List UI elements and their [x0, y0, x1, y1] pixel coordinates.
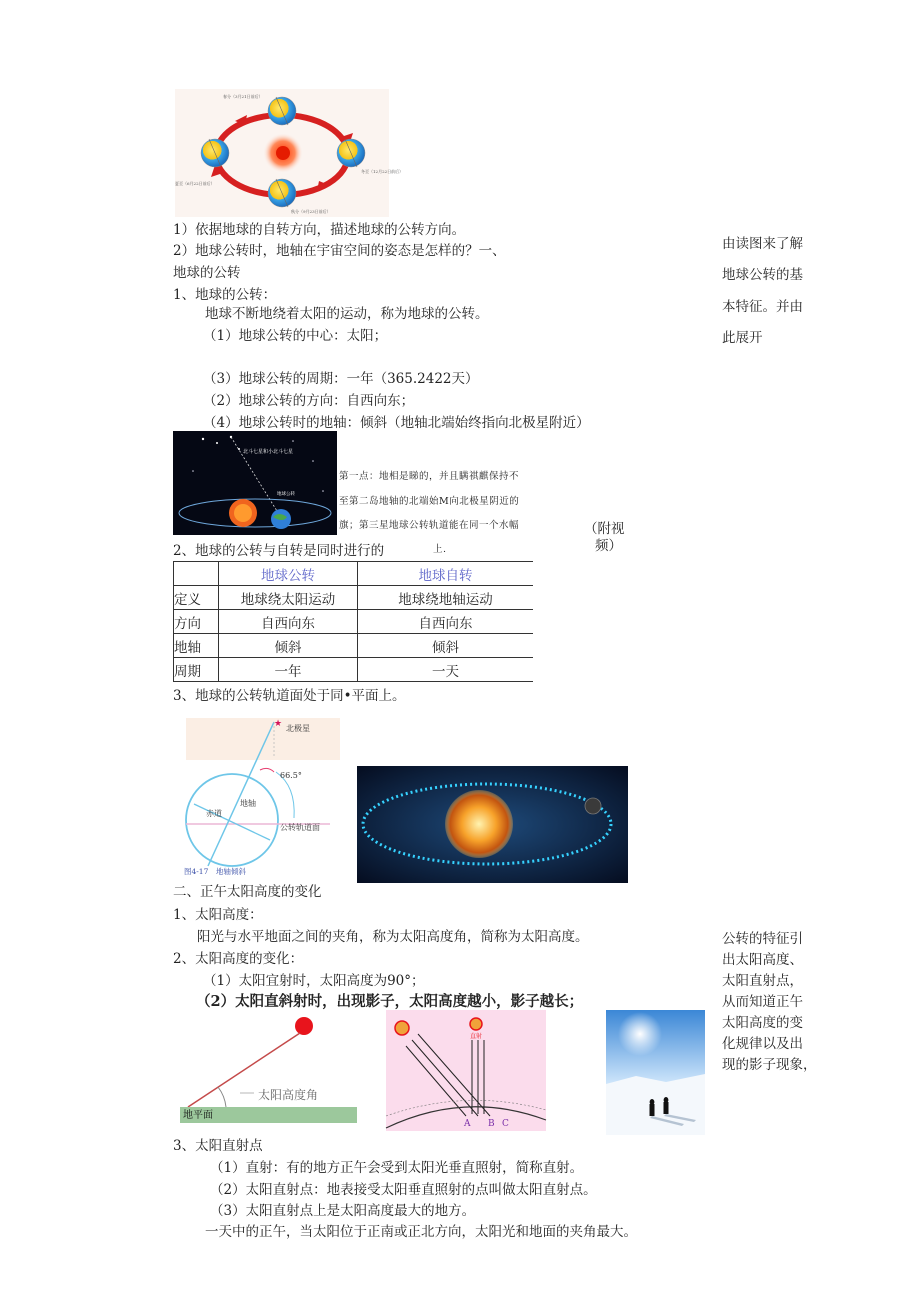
- orbit-plane-label: 公转轨道面: [280, 823, 320, 832]
- sun-rays-figure: [386, 1010, 546, 1131]
- table-row: [174, 586, 534, 610]
- side-note-2-line3: 太阳直射点，: [722, 973, 803, 989]
- axis-label: 地轴: [240, 799, 256, 808]
- direct-sun-label: 直射: [470, 1033, 483, 1040]
- tilt-angle-label: 66.5°: [280, 771, 302, 780]
- table-cell: 方向: [174, 610, 219, 634]
- revolution-direction: （2）地球公转的方向：自西向东；: [203, 393, 415, 409]
- side-note-1-line3: 本特征。并由: [722, 299, 803, 315]
- table-cell: 地轴: [174, 634, 219, 658]
- starfield-orbit-label: 地球公转: [277, 492, 295, 497]
- side-note-1-line4: 此展开: [722, 330, 763, 346]
- table-cell: 一年: [219, 658, 358, 682]
- table-header-row: [174, 562, 534, 586]
- tilt-figure-caption: 图4-17 地轴倾斜: [184, 867, 246, 876]
- table-cell: 一天: [358, 658, 534, 682]
- sun-altitude-definition: 阳光与水平地面之间的夹角，称为太阳高度角，简称为太阳高度。: [197, 929, 589, 945]
- side-note-1-line1: 由读图来了解: [722, 236, 803, 252]
- revolution-center: （1）地球公转的中心：太阳；: [203, 328, 388, 344]
- side-note-2-line2: 出太阳高度、: [722, 952, 803, 968]
- table-row: [174, 610, 534, 634]
- ray-point-b: B: [488, 1119, 495, 1129]
- sun-altitude-item2: （2）太阳直斜射时，出现影子，太阳高度越小，影子越长；: [196, 993, 584, 1010]
- section2-sub3: 3、太阳直射点: [173, 1138, 263, 1154]
- sun-orbit-image: [357, 766, 628, 883]
- orbit-label-autumn: 秋分（9月23日前后）: [291, 209, 331, 214]
- question-2: 2）地球公转时，地轴在宇宙空间的姿态是怎样的？一、: [173, 243, 506, 259]
- table-cell: 定义: [174, 586, 219, 610]
- starfield-note-line2: 至第二岛地轴的北端始M向北极星阴近的: [339, 496, 520, 507]
- table-cell: 自西向东: [219, 610, 358, 634]
- section2-sub1: 1、太阳高度：: [173, 907, 263, 923]
- starfield-orbit-image: [173, 431, 337, 535]
- side-note-2-line7: 现的影子现象，: [722, 1057, 817, 1073]
- section2-heading: 二、正午太阳高度的变化: [173, 884, 322, 900]
- ray-point-a: A: [464, 1119, 471, 1129]
- table-cell: 倾斜: [219, 634, 358, 658]
- ray-point-c: C: [502, 1119, 509, 1129]
- table-row: [174, 658, 534, 682]
- table-cell: 自西向东: [358, 610, 534, 634]
- noon-sun-statement: 一天中的正午，当太阳位于正南或正北方向，太阳光和地面的夹角最大。: [205, 1224, 637, 1240]
- table-cell: 地球绕地轴运动: [358, 586, 534, 610]
- north-star-icon: ★: [274, 719, 283, 729]
- starfield-top-label: 北斗七星和小北斗七星: [243, 449, 294, 455]
- equator-label: 赤道: [206, 809, 222, 818]
- sun-angle-label: 太阳高度角: [258, 1088, 319, 1102]
- section1-sub2: 2、地球的公转与自转是同时进行的: [173, 543, 385, 559]
- video-note-line1: （附视: [584, 521, 625, 537]
- side-note-2-line4: 从而知道正午: [722, 994, 803, 1010]
- side-note-2-line1: 公转的特征引: [722, 931, 803, 947]
- section1-sub3: 3、地球的公转轨道面处于同•平面上。: [173, 688, 406, 704]
- section1-heading: 地球的公转: [173, 265, 241, 281]
- table-cell: 倾斜: [358, 634, 534, 658]
- orbit-label-spring: 春分（3月21日前后）: [223, 94, 263, 99]
- section2-sub2: 2、太阳高度的变化：: [173, 951, 304, 967]
- orbit-label-winter: 冬至（12月22日前后）: [361, 169, 404, 174]
- sun-angle-figure: [180, 1013, 357, 1125]
- comparison-table: [173, 561, 533, 682]
- ground-label: 地平面: [183, 1110, 213, 1121]
- table-header-cell: 地球自转: [358, 562, 534, 586]
- snow-shadow-photo: [606, 1010, 705, 1135]
- orbit-label-summer: 夏至（6月22日前后）: [175, 181, 215, 186]
- direct-point-item3: （3）太阳直射点上是太阳高度最大的地方。: [210, 1203, 476, 1219]
- starfield-note-line3: 旗；第三星地球公转轨道能在同一个水幅: [339, 520, 520, 531]
- revolution-definition: 地球不断地绕着太阳的运动，称为地球的公转。: [205, 306, 489, 322]
- side-note-1-line2: 地球公转的基: [722, 267, 803, 283]
- revolution-axis: （4）地球公转时的地轴：倾斜（地轴北端始终指向北极星附近）: [203, 415, 590, 431]
- table-header-cell: 地球公转: [219, 562, 358, 586]
- question-1: 1）依据地球的自转方向，描述地球的公转方向。: [173, 222, 466, 238]
- revolution-period: （3）地球公转的周期：一年（365.2422天）: [203, 371, 479, 387]
- starfield-note-line4: 上.: [433, 544, 447, 555]
- table-cell: 地球绕太阳运动: [219, 586, 358, 610]
- section1-sub1: 1、地球的公转：: [173, 287, 277, 303]
- table-row: [174, 634, 534, 658]
- starfield-note-line1: 第一点：地相是睇的，并且瞒祺麒保持不: [339, 471, 520, 482]
- side-note-2-line6: 化规律以及出: [722, 1036, 803, 1052]
- sun-altitude-item1: （1）太阳宜射时，太阳高度为90°；: [203, 973, 425, 989]
- table-cell: 周期: [174, 658, 219, 682]
- axis-tilt-figure: [180, 716, 340, 878]
- side-note-2-line5: 太阳高度的变: [722, 1015, 803, 1031]
- direct-point-item1: （1）直射：有的地方正午会受到太阳光垂直照射，简称直射。: [210, 1160, 584, 1176]
- direct-point-item2: （2）太阳直射点：地表接受太阳垂直照射的点叫做太阳直射点。: [210, 1182, 597, 1198]
- table-header-cell: [174, 562, 219, 586]
- north-star-label: 北极星: [286, 724, 310, 733]
- orbit-diagram: [175, 89, 404, 217]
- video-note-line2: 频）: [595, 538, 622, 554]
